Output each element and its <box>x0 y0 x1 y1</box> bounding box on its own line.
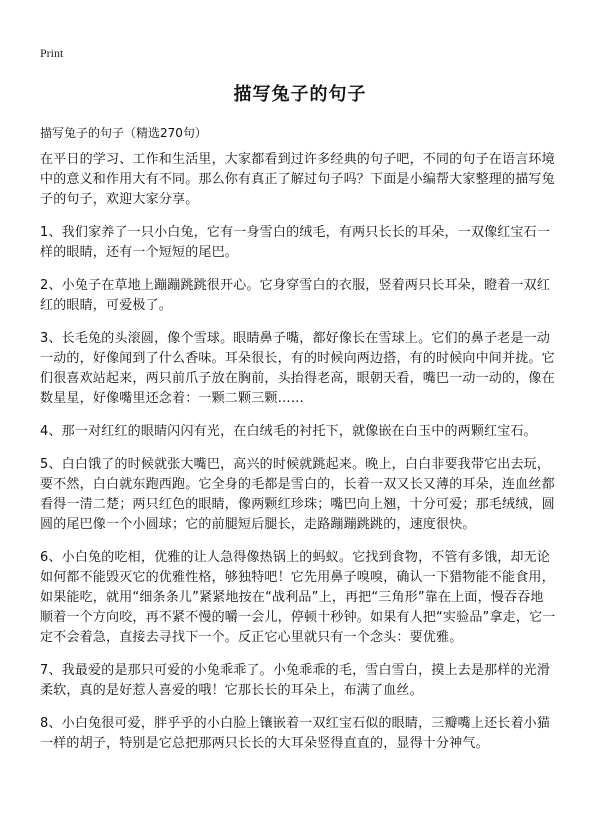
intro-paragraph: 在平日的学习、工作和生活里，大家都看到过许多经典的句子吧，不同的句子在语言环境中的意义和作用大有不同。那么你有真正了解过句子吗？下面是小编帮大家整理的描写兔子的句子，欢迎大家分享。 <box>40 152 555 207</box>
article-body <box>40 150 556 767</box>
paragraph-1: 1、我们家养了一只小白兔，它有一身雪白的绒毛，有两只长长的耳朵，一双像红宝石一样的眼睛，还有一个短短的尾巴。 <box>40 225 551 260</box>
document-subtitle: 描写兔子的句子（精选270句） <box>40 126 207 140</box>
paragraph-8: 8、小白兔很可爱，胖乎乎的小白脸上镶嵌着一双红宝石似的眼睛，三瓣嘴上还长着小猫一样的胡子，特别是它总把那两只长长的大耳朵竖得直直的，显得十分神气。 <box>40 716 551 751</box>
print-link[interactable]: Print <box>40 46 64 60</box>
paragraph-2: 2、小兔子在草地上蹦蹦跳跳很开心。它身穿雪白的衣服，竖着两只长耳朵，瞪着一双红红的眼睛，可爱极了。 <box>40 278 551 313</box>
paragraph-5: 5、白白饿了的时候就张大嘴巴，高兴的时候就跳起来。晚上，白白非要我带它出去玩，要不然，白白就东跑西跑。它全身的毛都是雪白的，长着一双又长又薄的耳朵，连血丝都看得一清二楚；两只红色的眼睛，像两颗红珍珠；嘴巴向上翘，十分可爱；那毛绒绒，圆圆的尾巴像一个小圆球；它的前腿短后腿长，走路蹦蹦跳跳的，速度很快。 <box>40 457 555 532</box>
paragraph-6: 6、小白兔的吃相，优雅的让人急得像热锅上的蚂蚁。它找到食物，不管有多饿，却无论如何都不能毁灭它的优雅性格，够独特吧！它先用鼻子嗅嗅，确认一下猎物能不能食用，如果能吃，就用“细条条儿”紧紧地按在“战利品”上，再把“三角形”靠在上面，慢吞吞地顺着一个方向咬，再不紧不慢的嚼一会儿，停顿十秒钟。如果有人把“实验品”拿走，它一定不会着急，直接去寻找下一个。反正它心里就只有一个念头：要优雅。 <box>40 550 556 645</box>
paragraph-4: 4、那一对红红的眼睛闪闪有光，在白绒毛的衬托下，就像嵌在白玉中的两颗红宝石。 <box>40 424 537 439</box>
paragraph-7: 7、我最爱的是那只可爱的小兔乖乖了。小兔乖乖的毛，雪白雪白，摸上去是那样的光滑柔软，真的是好惹人喜爱的哦！它那长长的耳朵上，布满了血丝。 <box>40 663 551 698</box>
paragraph-3: 3、长毛兔的头滚圆，像个雪球。眼睛鼻子嘴，都好像长在雪球上。它们的鼻子老是一动一动的，好像闻到了什么香味。耳朵很长，有的时候向两边搭，有的时候向中间并拢。它们很喜欢站起来，两只前爪子放在胸前，头抬得老高，眼朝天看，嘴巴一动一动的，像在数星星，好像嘴里还念着：一颗二颗三颗…… <box>40 331 555 406</box>
page-title: 描写兔子的句子 <box>233 84 367 105</box>
